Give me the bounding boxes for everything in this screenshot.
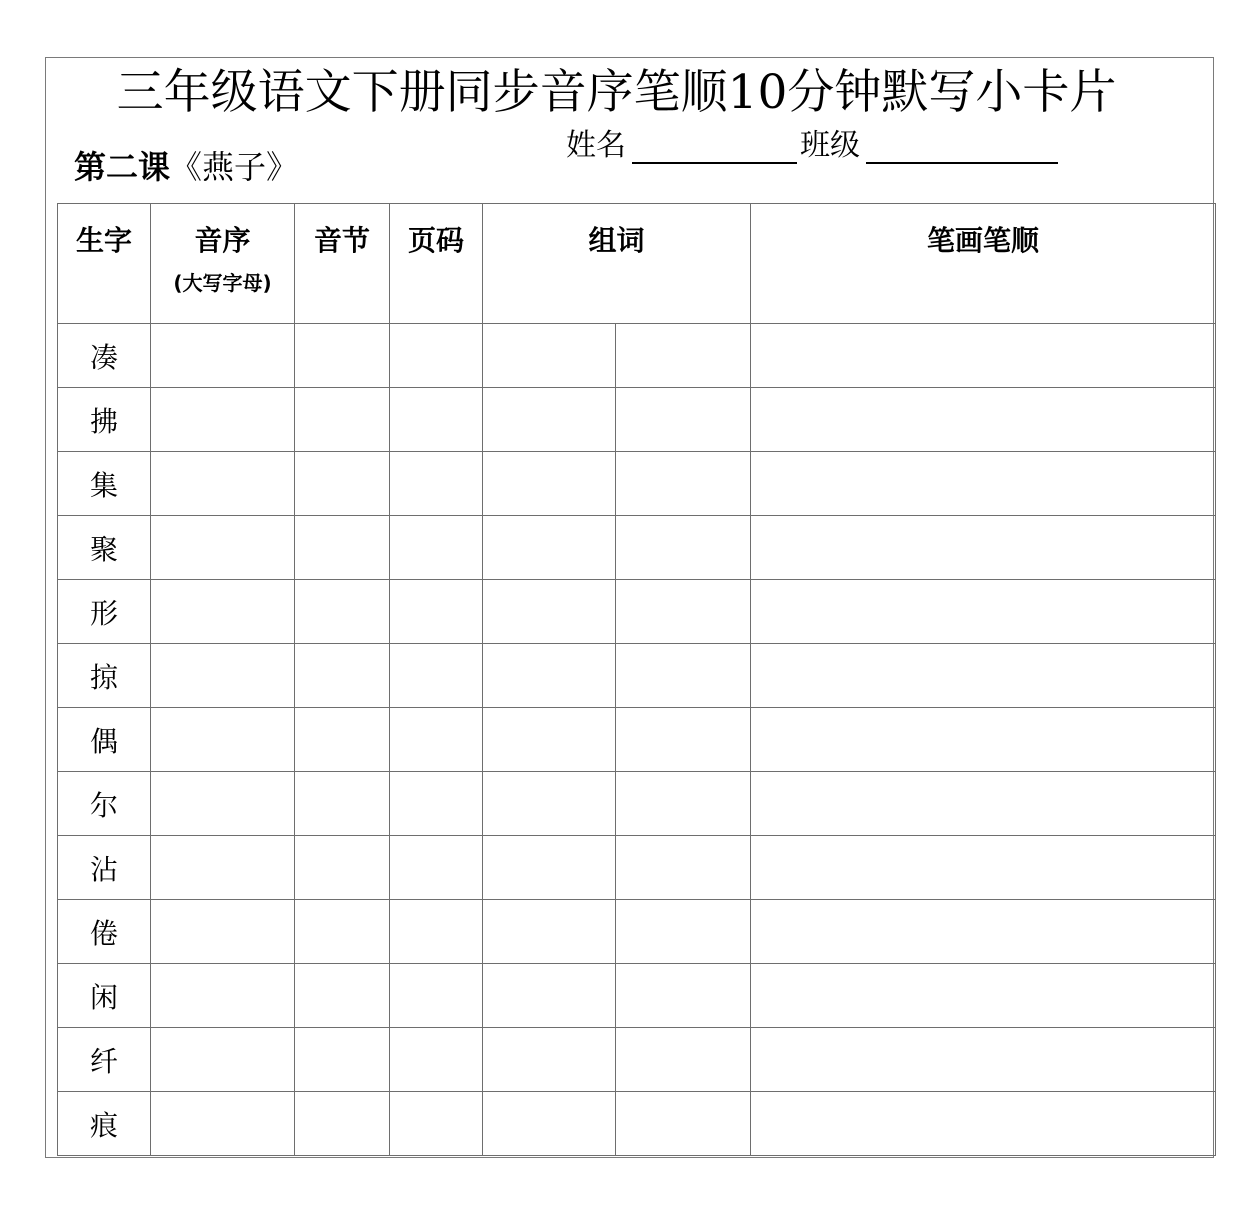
index-letter-cell[interactable] [151, 1092, 295, 1156]
table-row [58, 580, 1216, 644]
word-2-cell[interactable] [616, 580, 751, 644]
word-2-cell[interactable] [616, 900, 751, 964]
character-cell: 纤 [58, 1028, 151, 1092]
character-cell: 尔 [58, 772, 151, 836]
character-cell: 倦 [58, 900, 151, 964]
header-words: 组词 [483, 204, 751, 324]
page-cell[interactable] [390, 388, 483, 452]
word-2-cell[interactable] [616, 516, 751, 580]
page-cell[interactable] [390, 836, 483, 900]
character-rows [58, 324, 1216, 1156]
syllable-cell[interactable] [295, 580, 390, 644]
character-cell: 沾 [58, 836, 151, 900]
page-cell[interactable] [390, 772, 483, 836]
character-cell: 形 [58, 580, 151, 644]
page-cell[interactable] [390, 644, 483, 708]
word-1-cell[interactable] [483, 516, 616, 580]
character-cell: 闲 [58, 964, 151, 1028]
word-1-cell[interactable] [483, 708, 616, 772]
syllable-cell[interactable] [295, 1028, 390, 1092]
table-row [58, 1092, 1216, 1156]
table-row [58, 324, 1216, 388]
name-blank[interactable] [632, 162, 797, 164]
word-1-cell[interactable] [483, 580, 616, 644]
table-row [58, 772, 1216, 836]
index-letter-cell[interactable] [151, 900, 295, 964]
syllable-cell[interactable] [295, 1092, 390, 1156]
page-cell[interactable] [390, 516, 483, 580]
character-cell: 掠 [58, 644, 151, 708]
table-row [58, 1028, 1216, 1092]
class-label: 班级 [800, 128, 860, 163]
index-letter-cell[interactable] [151, 1028, 295, 1092]
page-cell[interactable] [390, 1092, 483, 1156]
table-row [58, 516, 1216, 580]
index-letter-cell[interactable] [151, 708, 295, 772]
table-row [58, 836, 1216, 900]
syllable-cell[interactable] [295, 900, 390, 964]
word-1-cell[interactable] [483, 772, 616, 836]
word-1-cell[interactable] [483, 1092, 616, 1156]
header-strokes: 笔画笔顺 [751, 204, 1216, 324]
lesson-name: 《燕子》 [170, 148, 299, 186]
index-letter-cell[interactable] [151, 772, 295, 836]
table-row [58, 964, 1216, 1028]
index-letter-cell[interactable] [151, 836, 295, 900]
word-1-cell[interactable] [483, 964, 616, 1028]
word-1-cell[interactable] [483, 452, 616, 516]
name-label: 姓名 [566, 128, 626, 163]
syllable-cell[interactable] [295, 772, 390, 836]
strokes-cell[interactable] [751, 516, 1216, 580]
page-cell[interactable] [390, 1028, 483, 1092]
strokes-cell[interactable] [751, 1092, 1216, 1156]
character-cell: 痕 [58, 1092, 151, 1156]
word-2-cell[interactable] [616, 1092, 751, 1156]
page-cell[interactable] [390, 708, 483, 772]
page-title: 三年级语文下册同步音序笔顺10分钟默写小卡片 [116, 65, 1117, 120]
strokes-cell[interactable] [751, 964, 1216, 1028]
word-2-cell[interactable] [616, 388, 751, 452]
word-2-cell[interactable] [616, 836, 751, 900]
word-1-cell[interactable] [483, 388, 616, 452]
strokes-cell[interactable] [751, 772, 1216, 836]
dictation-table [57, 203, 1216, 1156]
strokes-cell[interactable] [751, 836, 1216, 900]
table-row [58, 644, 1216, 708]
word-1-cell[interactable] [483, 1028, 616, 1092]
index-letter-cell[interactable] [151, 644, 295, 708]
page-cell[interactable] [390, 580, 483, 644]
strokes-cell[interactable] [751, 580, 1216, 644]
class-blank[interactable] [866, 162, 1058, 164]
page-cell[interactable] [390, 900, 483, 964]
character-cell: 聚 [58, 516, 151, 580]
strokes-cell[interactable] [751, 388, 1216, 452]
index-letter-cell[interactable] [151, 388, 295, 452]
word-2-cell[interactable] [616, 708, 751, 772]
word-2-cell[interactable] [616, 644, 751, 708]
word-1-cell[interactable] [483, 836, 616, 900]
word-2-cell[interactable] [616, 964, 751, 1028]
syllable-cell[interactable] [295, 964, 390, 1028]
syllable-cell[interactable] [295, 644, 390, 708]
lesson-number: 第二课 [74, 148, 171, 186]
character-cell: 集 [58, 452, 151, 516]
word-2-cell[interactable] [616, 324, 751, 388]
word-2-cell[interactable] [616, 772, 751, 836]
syllable-cell[interactable] [295, 836, 390, 900]
index-letter-cell[interactable] [151, 580, 295, 644]
lesson-heading [74, 146, 298, 188]
index-letter-cell[interactable] [151, 964, 295, 1028]
page-cell[interactable] [390, 324, 483, 388]
header-syllable: 音节 [295, 204, 390, 324]
table-row [58, 388, 1216, 452]
word-1-cell[interactable] [483, 324, 616, 388]
character-cell: 偶 [58, 708, 151, 772]
index-letter-cell[interactable] [151, 324, 295, 388]
header-index-letter-note: (大写字母) [173, 271, 272, 295]
strokes-cell[interactable] [751, 1028, 1216, 1092]
page-cell[interactable] [390, 452, 483, 516]
syllable-cell[interactable] [295, 516, 390, 580]
syllable-cell[interactable] [295, 452, 390, 516]
strokes-cell[interactable] [751, 900, 1216, 964]
word-1-cell[interactable] [483, 900, 616, 964]
syllable-cell[interactable] [295, 388, 390, 452]
word-1-cell[interactable] [483, 644, 616, 708]
strokes-cell[interactable] [751, 644, 1216, 708]
table-row [58, 452, 1216, 516]
word-2-cell[interactable] [616, 1028, 751, 1092]
header-page: 页码 [390, 204, 483, 324]
strokes-cell[interactable] [751, 708, 1216, 772]
syllable-cell[interactable] [295, 708, 390, 772]
strokes-cell[interactable] [751, 452, 1216, 516]
character-cell: 凑 [58, 324, 151, 388]
header-index-letter: 音序 (大写字母) [151, 204, 295, 324]
table-row [58, 900, 1216, 964]
table-row [58, 708, 1216, 772]
index-letter-cell[interactable] [151, 516, 295, 580]
header-row [58, 204, 1216, 324]
header-character: 生字 [58, 204, 151, 324]
strokes-cell[interactable] [751, 324, 1216, 388]
index-letter-cell[interactable] [151, 452, 295, 516]
syllable-cell[interactable] [295, 324, 390, 388]
page-cell[interactable] [390, 964, 483, 1028]
character-cell: 拂 [58, 388, 151, 452]
word-2-cell[interactable] [616, 452, 751, 516]
